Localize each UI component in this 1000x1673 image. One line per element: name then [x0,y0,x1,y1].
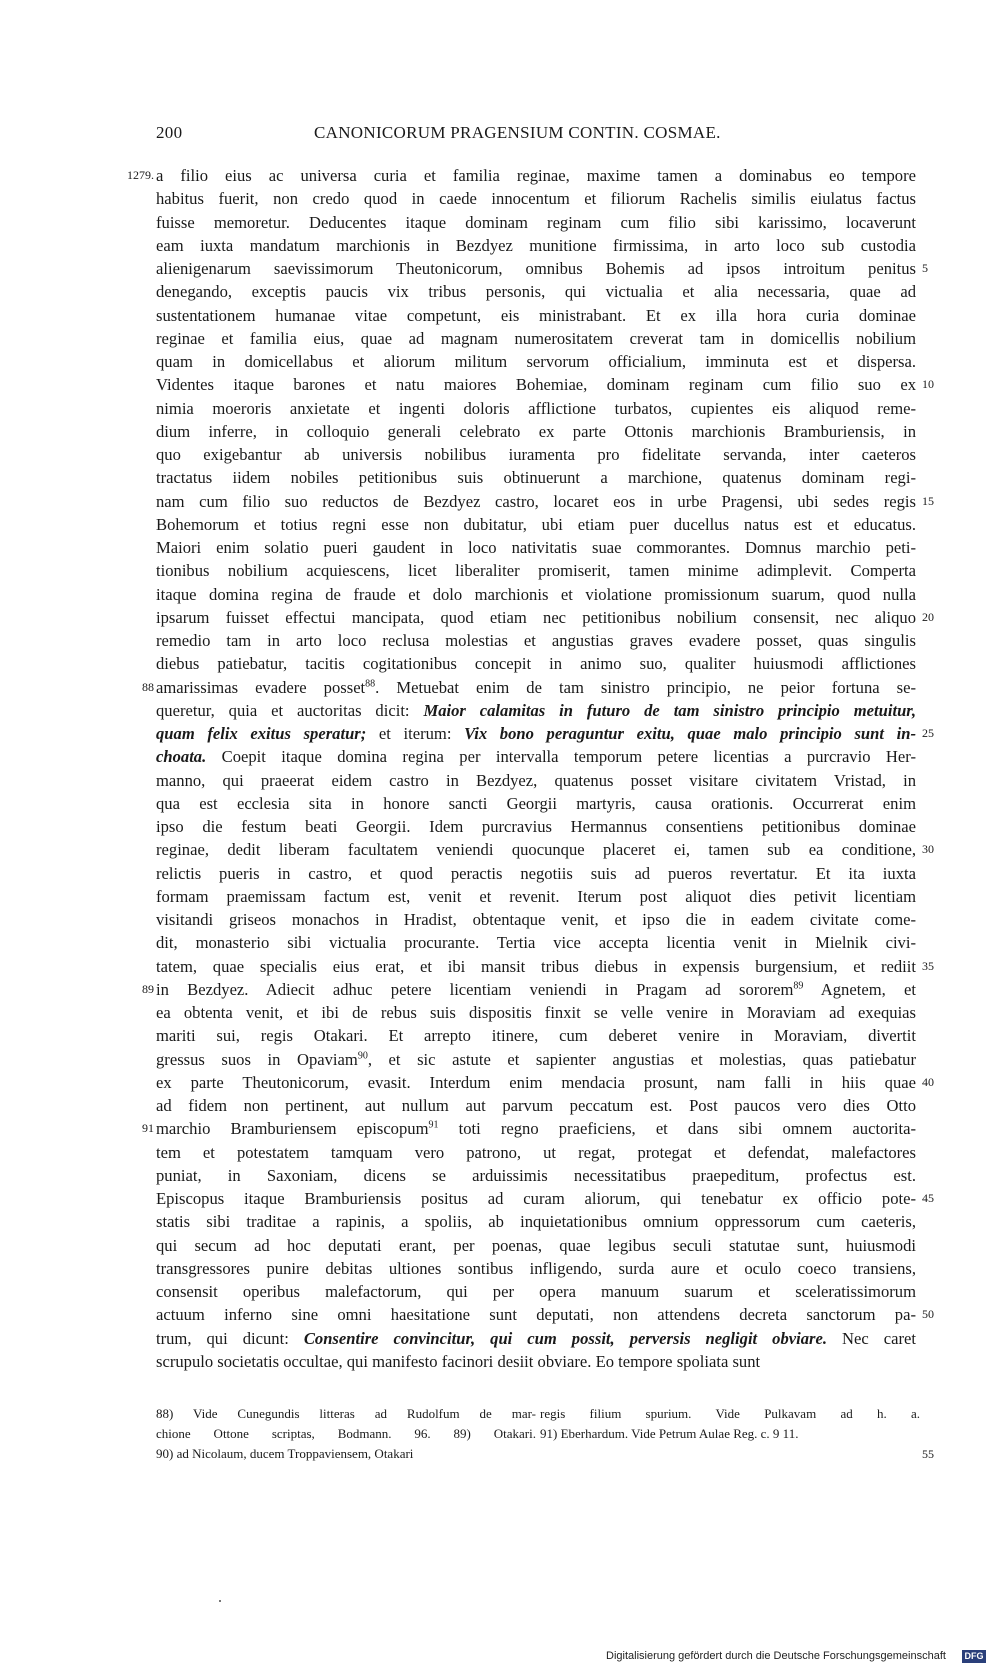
text-line [156,1210,916,1233]
line-segment: a filio eius ac universa curia et familia reginae, maxime tamen a dominabus eo tempore [156,166,916,185]
line-segment: eam iuxta mandatum marchionis in Bezdyez munitione firmissima, in arto loco sub custodia [156,235,916,255]
line-segment: reginae, dedit liberam facultatem veniendi quocunque placeret ei, tamen sub ea conditione, [156,840,916,860]
line-segment: toti regno praeficiens, et dans sibi omnem auctorita- [438,1119,916,1139]
line-segment: reginae et familia eius, quae ad magnam numerositatem creverat tam in domicellis nobilium [156,328,916,348]
text-line [156,885,916,908]
line-segment: gressus suos in Opaviam [156,1049,358,1069]
text-line [156,978,916,1001]
line-segment: nimia moeroris anxietate et ingenti doloris afflictione turbatos, cupientes eis aliquod reme- [156,398,916,418]
line-segment: in Bezdyez. Adiecit adhuc petere licentiam veniendi in Pragam ad sororem [156,979,794,999]
text-line [156,164,916,187]
text-line [156,490,916,513]
text-line [156,722,916,745]
footnote-line: chione Ottone scriptas, Bodmann. 96. 89) Otakari. [156,1426,536,1441]
line-segment: scrupulo societatis occultae, qui manifesto facinori desiit obviare. Eo tempore spoliata sunt [156,1351,761,1371]
line-segment: alienigenarum saevissimorum Theutonicorum, omnibus Bohemis ad ipsos introitum penitus [156,259,916,278]
text-line [156,350,916,373]
line-segment: consensit operibus malefactorum, qui per opera manuum suarum et sceleratissimorum [156,1282,916,1301]
line-number: 15 [922,493,934,508]
line-segment: amarissimas evadere posset [156,677,366,697]
text-line [156,373,916,396]
text-line [156,1024,916,1047]
text-line [156,211,916,234]
footnote-marker: 91 [428,1119,439,1131]
speck [219,1600,221,1602]
line-number: 25 [922,726,934,740]
line-segment: nam cum filio suo reductos de Bezdyez castro, locaret eos in urbe Pragensi, ubi sedes regis [156,491,916,511]
footnote-margin-number: 55 [922,1447,934,1461]
italic-quotation: quam felix exitus speratur; [156,724,367,743]
line-segment: dium inferre, in colloquio generali celebrato ex parte Ottonis marchionis Bramburiensis, in [156,421,916,441]
line-segment: formam praemissam factum est, venit et revenit. Iterum post aliquot dies petivit licentiam [156,886,916,906]
line-segment: denegando, exceptis paucis vix tribus personis, qui victualia et alia necessaria, quae ad [156,282,916,302]
text-line [156,1187,916,1210]
text-line [156,1094,916,1117]
line-number: 45 [922,1191,934,1205]
text-line [156,862,916,885]
text-line [156,187,916,210]
page-number: 200 [156,123,183,142]
line-segment: relictis pueris in castro, et quod peractis negotiis suis ad pueros revertatur. Et ita iuxta [156,863,916,883]
line-segment: ea obtenta venit, et ibi de rebus suis dispositis finxit se velle venire in Moraviam ad exequias [156,1003,916,1022]
line-segment: quo exigebantur ab universis nobilibus iuramenta pro fidelitate servanda, inter caeteros [156,445,916,464]
footnote-marker: 90 [357,1049,368,1061]
line-segment: Videntes itaque barones et natu maiores Bohemiae, dominam reginam cum filio suo ex [156,375,916,395]
line-segment: Episcopus itaque Bramburiensis positus ad curam aliorum, qui tenebatur ex officio pote- [156,1189,916,1208]
line-segment: ex parte Theutonicorum, evasit. Interdum enim mendacia prosunt, nam falli in hiis quae [156,1072,916,1092]
text-line [156,792,916,815]
line-number: 10 [922,377,934,392]
line-segment: itaque domina regina de fraude et dolo marchionis et violatione promissionum suarum, quod nulla [156,584,916,604]
line-segment: statis sibi traditae a rapinis, a spoliis, ab inquietationibus omnium oppressorum cum caeteris, [156,1212,916,1232]
text-line [156,1234,916,1257]
text-line [156,745,916,768]
line-number: 20 [922,609,934,624]
text-line [156,280,916,303]
text-line [156,234,916,257]
line-segment: qui secum ad hoc deputati erant, per poenas, quae legibus seculi statutae sunt, huiusmodi [156,1235,916,1255]
text-line [156,583,916,606]
line-segment: , et sic astute et sapienter angustias et molestias, quas patiebatur [367,1049,916,1069]
text-line [156,769,916,792]
year-marker: 1279. [127,168,154,182]
line-segment: queretur, quia et auctoritas dicit: [156,700,424,720]
text-line [156,1048,916,1071]
line-segment: visitandi griseos monachos in Hradist, obtentaque venit, et ipso die in eadem civitate come- [156,910,916,929]
line-segment: puniat, in Saxoniam, dicens se arduissimis necessitatibus praepeditum, profectus est. [156,1165,916,1185]
line-segment: Maiori enim solatio pueri gaudent in loco nativitatis suae commorantes. Domnus marchio peti- [156,538,916,557]
line-segment: remedio tam in arto loco reclusa molestias et angustias graves evadere posset, quas singulis [156,631,916,650]
text-line [156,1280,916,1303]
line-number: 40 [922,1074,934,1089]
line-number: 50 [922,1307,934,1322]
line-segment: tionibus nobilium acquiescens, licet liberaliter promiserit, tamen minime adimplevit. Comperta [156,561,916,581]
italic-quotation: Vix bono peraguntur exitu, quae malo principio sunt in- [464,724,916,743]
line-segment: qua est ecclesia sita in honore sancti Georgii martyris, causa orationis. Occurrerat enim [156,793,916,813]
line-segment: transgressores punire debitas ultiones sontibus infligendo, surda aure et oculo coeco transiens, [156,1258,916,1278]
line-number: 35 [922,958,934,973]
line-segment: tatem, quae specialis eius erat, et ibi mansit tribus diebus in expensis burgensium, et rediit [156,956,916,976]
text-line [156,1164,916,1187]
text-line [156,606,916,629]
text-line [156,1117,916,1140]
italic-quotation: choata. [156,747,207,767]
text-line [156,513,916,536]
text-line [156,838,916,861]
text-line [156,420,916,443]
line-segment: quam in domicellabus et aliorum militum servorum officialium, imminuta est et dispersa. [156,352,916,371]
text-line [156,443,916,466]
line-segment: . Metuebat enim de tam sinistro principio, ne peior fortuna se- [375,677,916,697]
text-line [156,815,916,838]
text-line [156,908,916,931]
footnotes-right-column [540,1404,920,1444]
line-segment: marchio Bramburiensem episcopum [156,1119,429,1139]
line-segment: mariti sui, regis Otakari. Et arrepto itinere, cum deberet venire in Moraviam, divertit [156,1026,916,1046]
margin-note: 91 [142,1121,154,1136]
line-segment: Nec caret [827,1328,916,1348]
line-segment: Coepit itaque domina regina per intervalla temporum petere licentias a purcravio Her- [206,747,916,767]
text-line [156,1257,916,1280]
line-segment: et iterum: [366,724,465,743]
text-line [156,1327,916,1350]
text-line [156,1303,916,1326]
line-segment: Agnetem, et [803,979,916,999]
text-line [156,1350,916,1373]
text-line [156,1141,916,1164]
text-line [156,536,916,559]
footnote-marker: 89 [793,980,804,992]
text-line [156,257,916,280]
text-line [156,466,916,489]
footnote-line: 90) ad Nicolaum, ducem Troppaviensem, Otakari [156,1446,414,1461]
line-segment: diebus patiebatur, tacitis cogitationibus concepit in animo suo, qualiter huiusmodi afflictiones [156,654,916,674]
footnote-marker: 88 [365,677,376,689]
line-segment: Bohemorum et totius regni esse non dubitatur, ubi etiam puer ducellus natus est et educatus. [156,514,916,534]
line-number: 5 [922,261,928,275]
margin-note: 88 [142,679,154,694]
footnotes-left-column [156,1404,536,1464]
page-header [156,123,856,147]
line-number: 30 [922,842,934,857]
text-line [156,397,916,420]
line-segment: fuisse memoretur. Deducentes itaque dominam reginam cum filio sibi karissimo, locaverunt [156,212,916,232]
text-line [156,652,916,675]
line-segment: trum, qui dicunt: [156,1328,304,1348]
line-segment: ipsarum fuisset effectui mancipata, quod etiam nec petitionibus nobilium consensit, nec aliquo [156,607,916,627]
footnote-line: regis filium spurium. Vide Pulkavam ad h. a. [540,1406,920,1421]
dfg-logo-icon: DFG [962,1650,986,1663]
text-line [156,1071,916,1094]
footnote-line: 88) Vide Cunegundis litteras ad Rudolfum de mar- [156,1406,536,1421]
text-line [156,699,916,722]
line-segment: tem et potestatem tamquam vero patrono, ut regat, protegat et defendat, malefactores [156,1142,916,1162]
line-segment: habitus fuerit, non credo quod in caede innocentum et filiorum Rachelis similis eiulatus factus [156,189,916,209]
running-title: CANONICORUM PRAGENSIUM CONTIN. COSMAE. [314,123,721,142]
text-line [156,629,916,652]
text-line [156,931,916,954]
line-segment: tractatus iidem nobiles petitionibus suis obtinuerunt a marchione, quatenus dominam regi- [156,468,916,488]
text-line [156,559,916,582]
italic-quotation: Consentire convincitur, qui cum possit, perversis negligit obviare. [303,1328,828,1348]
text-line [156,955,916,978]
line-segment: manno, qui praeerat eidem castro in Bezdyez, quatenus posset visitare civitatem Vristad, in [156,770,916,790]
line-segment: ad fidem non pertinent, aut nullum aut parvum peccatum est. Post paucos vero dies Otto [156,1096,916,1115]
line-segment: actuum inferno sine omni haesitatione sunt deputati, non attendens decreta sanctorum pa- [156,1305,916,1325]
margin-note: 89 [142,981,154,996]
funding-note: Digitalisierung gefördert durch die Deutsche Forschungsgemeinschaft [606,1650,946,1662]
text-line [156,1001,916,1024]
line-segment: ipso die festum beati Georgii. Idem purcravius Hermannus consentiens petitionibus dominae [156,817,916,836]
text-line [156,327,916,350]
italic-quotation: Maior calamitas in futuro de tam sinistro principio metuitur, [423,700,916,720]
text-line [156,304,916,327]
line-segment: sustentationem humanae vitae competunt, eis ministrabant. Et ex illa hora curia dominae [156,305,916,325]
footnote-line: 91) Eberhardum. Vide Petrum Aulae Reg. c. 9 11. [540,1426,799,1441]
line-segment: dit, monasterio sibi victualia procurante. Tertia vice accepta licentia venit in Mielnik civi- [156,933,916,953]
text-line [156,676,916,699]
